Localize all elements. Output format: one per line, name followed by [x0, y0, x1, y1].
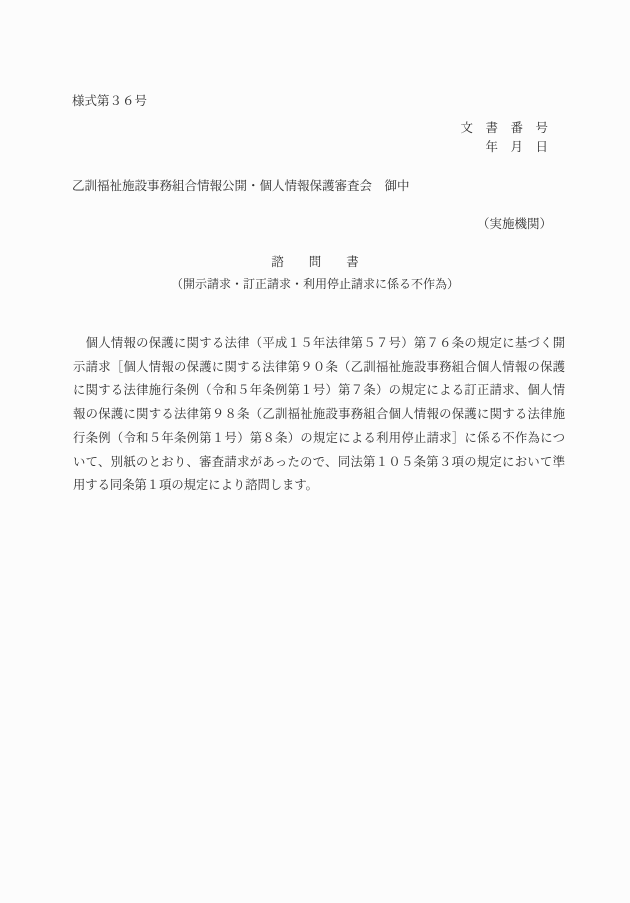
- date-label: 年 月 日: [485, 139, 548, 154]
- body-line: 用する同条第１項の規定により諮問します。: [73, 478, 318, 493]
- body-line: 報の保護に関する法律第９８条（乙訓福祉施設事務組合個人情報の保護に関する法律施: [73, 407, 565, 422]
- body-line: 個人情報の保護に関する法律（平成１５年法律第５７号）第７６条の規定に基づく開: [73, 336, 565, 350]
- form-number: 様式第３６号: [72, 93, 148, 108]
- document-subtitle: （開示請求・訂正請求・利用停止請求に係る不作為）: [170, 277, 459, 291]
- document-number-label: 文 書 番 号: [460, 120, 548, 135]
- body-line: に関する法律施行条例（令和５年条例第１号）第７条）の規定による訂正請求、個人情: [73, 383, 565, 398]
- document-title: 諮 問 書: [271, 254, 359, 269]
- body-line: 行条例（令和５年条例第１号）第８条）の規定による利用停止請求］に係る不作為につ: [73, 430, 565, 445]
- implementing-agency-label: （実施機関）: [476, 216, 552, 231]
- body-line: いて、別紙のとおり、審査請求があったので、同法第１０５条第３項の規定において準: [73, 454, 565, 469]
- body-line: 示請求［個人情報の保護に関する法律第９０条（乙訓福祉施設事務組合個人情報の保護: [73, 359, 565, 374]
- addressee-line: 乙訓福祉施設事務組合情報公開・個人情報保護審査会 御中: [72, 178, 410, 193]
- body-paragraph: [73, 332, 565, 498]
